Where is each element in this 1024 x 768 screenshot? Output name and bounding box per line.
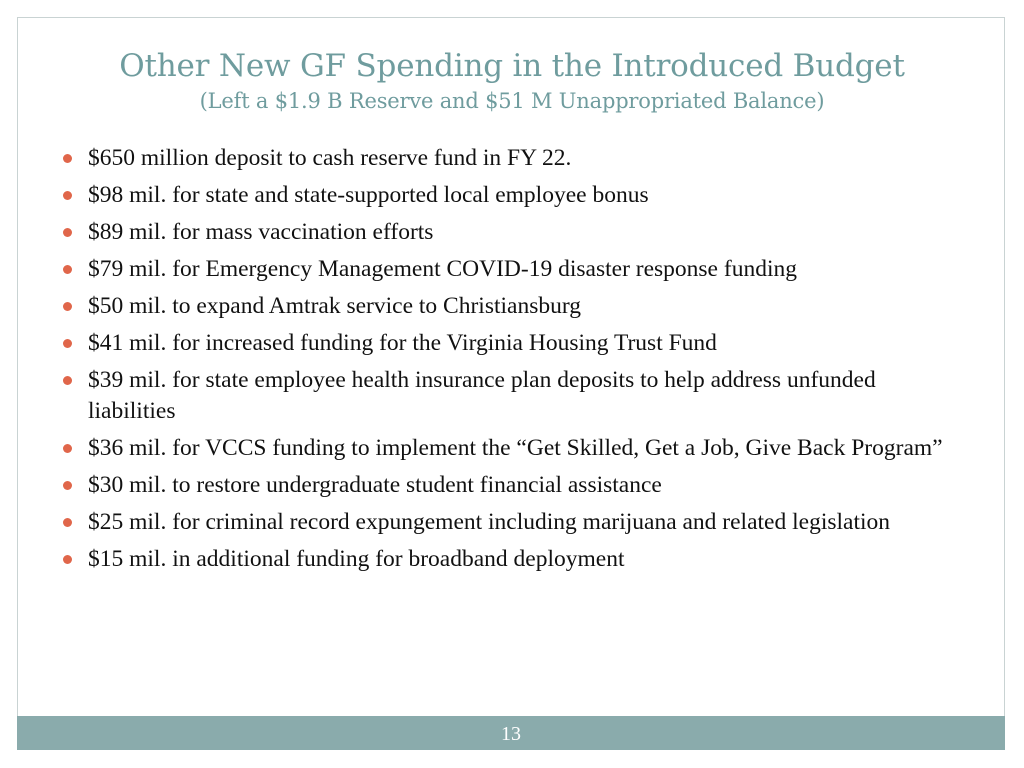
bullet-icon: [63, 302, 72, 311]
bullet-text: $39 mil. for state employee health insurance plan deposits to help address unfunded liabilities: [88, 367, 876, 424]
bullet-text: $36 mil. for VCCS funding to implement the “Get Skilled, Get a Job, Give Back Program”: [88, 435, 943, 461]
footer-bar: [17, 716, 1005, 750]
bullet-item: [62, 433, 962, 464]
slide-number: 13: [501, 723, 521, 745]
slide-title: Other New GF Spending in the Introduced Budget: [119, 48, 905, 84]
bullet-icon: [63, 265, 72, 274]
bullet-item: [62, 291, 962, 322]
bullet-icon: [63, 376, 72, 385]
bullet-item: [62, 365, 962, 427]
bullet-item: [62, 507, 962, 538]
bullet-icon: [63, 339, 72, 348]
bullet-text: $650 million deposit to cash reserve fund in FY 22.: [88, 145, 572, 171]
bullet-item: [62, 254, 962, 285]
bullet-item: [62, 143, 962, 174]
bullet-item: [62, 217, 962, 248]
bullet-text: $50 mil. to expand Amtrak service to Christiansburg: [88, 293, 581, 319]
bullet-item: [62, 328, 962, 359]
bullet-icon: [63, 444, 72, 453]
bullet-text: $98 mil. for state and state-supported local employee bonus: [88, 182, 649, 208]
bullet-icon: [63, 481, 72, 490]
bullet-item: [62, 544, 962, 575]
bullet-text: $79 mil. for Emergency Management COVID-19 disaster response funding: [88, 256, 797, 282]
bullet-text: $89 mil. for mass vaccination efforts: [88, 219, 434, 245]
bullet-list: [62, 143, 962, 581]
bullet-icon: [63, 154, 72, 163]
bullet-text: $25 mil. for criminal record expungement including marijuana and related legislation: [88, 509, 891, 535]
bullet-item: [62, 180, 962, 211]
bullet-icon: [63, 518, 72, 527]
slide-subtitle: (Left a $1.9 B Reserve and $51 M Unappropriated Balance): [199, 89, 825, 113]
bullet-icon: [63, 228, 72, 237]
bullet-text: $15 mil. in additional funding for broadband deployment: [88, 546, 625, 572]
bullet-icon: [63, 191, 72, 200]
title-block: [0, 46, 1024, 116]
bullet-text: $41 mil. for increased funding for the Virginia Housing Trust Fund: [88, 330, 717, 356]
bullet-icon: [63, 555, 72, 564]
bullet-text: $30 mil. to restore undergraduate student financial assistance: [88, 472, 662, 498]
bullet-item: [62, 470, 962, 501]
